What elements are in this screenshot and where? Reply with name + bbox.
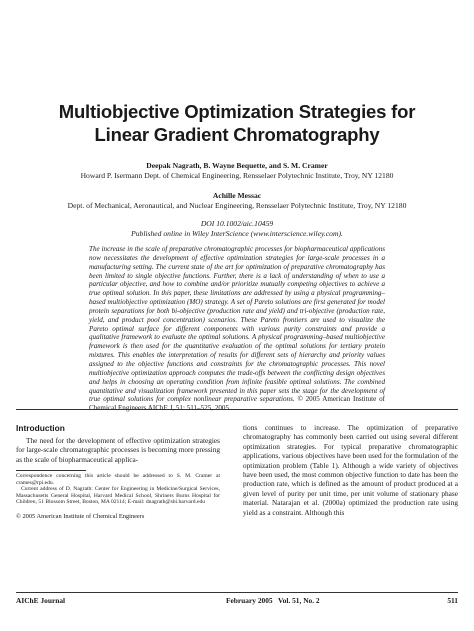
copyright-notice: © 2005 American Institute of Chemical Engineers: [16, 512, 145, 520]
intro-paragraph: The need for the development of effective optimization strategies for large-scale chromatographic processes is becoming more pressing as the scale of biopharmaceutical applica-: [16, 436, 220, 464]
abstract: [89, 245, 385, 413]
section-heading: Introduction: [16, 423, 65, 433]
author-names: Achille Messac: [212, 191, 262, 200]
author-block-1: [20, 161, 454, 180]
footnote-divider: [16, 470, 86, 471]
doi: DOI 10.1002/aic.10459: [200, 219, 274, 228]
footer-divider: [16, 592, 458, 593]
doi-block: [20, 219, 454, 238]
left-column: [16, 423, 220, 520]
footer-journal: AIChE Journal: [16, 596, 66, 605]
section-divider: [16, 409, 458, 410]
abstract-text: The increase in the scale of preparative chromatographic processes for biopharmaceutical applications now necessitates the development of effective optimization strategies for large-scale processes in a manufacturing setting. The current state of the art for optimization of preparative chromatography has been limited to single objective functions. Further, there is a lack of understanding of when to use a particular objective, and how to combine and/or prioritize mutually competing objectives to achieve a true optimal solution. In this paper, these limitations are addressed by using a physical programming–based multiobjective optimization (MO) strategy. A set of Pareto solutions are first generated for model protein separations for both bi-objective (production rate and yield) and tri-objective (production rate, yield, and product pool concentration) scenarios. These Pareto frontiers are used to visualize the Pareto optimal surface for different components with various purity constraints and provide a qualitative framework to evaluate the optimal solutions. A physical programming–based multiobjective framework is then used for the quantitative evaluation of the optimal solutions for tertiary protein mixtures. This enables the interpretation of results for different sets of hierarchy and priority values assigned to the objective functions and constraints for the chromatographic processes. This novel multiobjective optimization approach computes the trade-offs between the conflicting design objectives and helps in choosing an operating condition from infinite feasible optimal solutions. The combined quantitative and visualization framework presented in this paper sets the stage for the development of true optimal solutions for complex nonlinear preparative separations.: [89, 245, 385, 404]
right-column: [243, 423, 458, 517]
author-affiliation: Howard P. Isermann Dept. of Chemical Engineering, Rensselaer Polytechnic Institute, Troy, NY 12180: [80, 170, 394, 180]
author-block-2: [20, 191, 454, 210]
author-names: Deepak Nagrath, B. Wayne Bequette, and S. M. Cramer: [146, 161, 328, 170]
correspondence-footnote: Correspondence concerning this article should be addressed to S. M. Cramer at crames@rpi.edu.: [16, 473, 220, 486]
published-online: Published online in Wiley InterScience (www.interscience.wiley.com).: [131, 228, 343, 238]
paper-title: Multiobjective Optimization Strategies for Linear Gradient Chromatography: [58, 101, 416, 145]
author-affiliation: Dept. of Mechanical, Aeronautical, and Nuclear Engineering, Rensselaer Polytechnic Institute, Troy, NY 12180: [67, 200, 407, 210]
footer-issue: February 2005 Vol. 51, No. 2: [226, 596, 320, 605]
footer-page-number: 511: [447, 596, 458, 605]
page-footer: [16, 596, 458, 608]
current-address-footnote: Current address of D. Nagrath: Center for Engineering in Medicine/Surgical Services, Massachusetts General Hospital, Harvard Medical School, Shriners Burns Hospital for Children, 51 Blossom Street, Boston, MA 02114; E-mail: dnagrath@sbi.harvard.edu: [16, 486, 220, 506]
abstract-copyright: © 2005 American Institute of Chemical Engineers AIChE J, 51: 511–525, 2005: [89, 395, 385, 413]
body-paragraph: tions continues to increase. The optimization of preparative chromatography has commonly been carried out using several different optimization strategies. For typical preparative chromatographic applications, various objectives have been used for the formulation of the optimization problem (Table 1). Although a wide variety of objectives have been used, the most common objective function to date has been the production rate, which is defined as the amount of product produced at a given level of purity per unit time, per unit volume of stationary phase material. Natarajan et al. (2000a) optimized the production rate using yield as a constraint. Although this: [243, 423, 458, 517]
